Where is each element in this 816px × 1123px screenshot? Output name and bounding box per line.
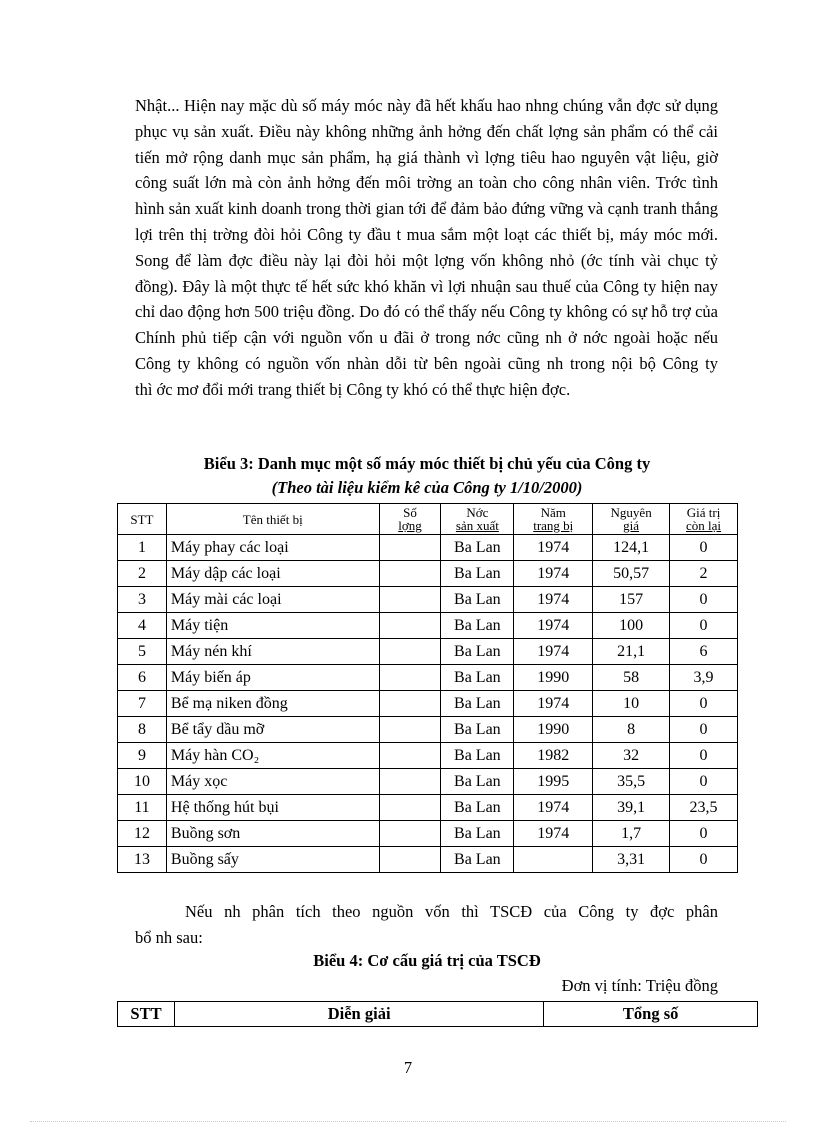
cell-origin: Ba Lan: [441, 639, 514, 665]
equipment-table: [117, 503, 738, 873]
paragraph-line: móc mới. Song để làm đợc điều này lại đòi hỏi một lợng vốn không nhỏ: [135, 224, 719, 270]
cell-year: 1990: [514, 717, 593, 743]
cell-name: Máy dập các loại: [166, 561, 379, 587]
cell-year: 1982: [514, 743, 593, 769]
cell-remaining: 0: [670, 743, 738, 769]
cell-cost: 157: [593, 587, 670, 613]
cell-quantity: [379, 613, 441, 639]
cell-remaining: 0: [670, 769, 738, 795]
page-bottom-divider: [30, 1121, 786, 1122]
cell-origin: Ba Lan: [441, 769, 514, 795]
cell-stt: 1: [118, 535, 167, 561]
cell-cost: 10: [593, 691, 670, 717]
table-row: [118, 561, 738, 587]
cell-quantity: [379, 535, 441, 561]
cell-year: 1974: [514, 613, 593, 639]
cell-remaining: 0: [670, 821, 738, 847]
cell-remaining: 2: [670, 561, 738, 587]
cell-year: 1990: [514, 665, 593, 691]
table-header-row: [118, 504, 738, 535]
paragraph-line: trên thị trờng đòi hỏi Công ty đầu t mua sắm một loạt các thiết bị, máy: [158, 224, 649, 244]
header-cost: Nguyên giá: [593, 504, 670, 535]
paragraph-capital-source: [135, 899, 718, 951]
table4-title: Biểu 4: Cơ cấu giá trị của TSCĐ: [313, 951, 541, 970]
cell-remaining: 0: [670, 691, 738, 717]
cell-quantity: [379, 743, 441, 769]
cell-year: 1974: [514, 639, 593, 665]
cell-stt: 6: [118, 665, 167, 691]
cell-year: 1974: [514, 691, 593, 717]
cell-origin: Ba Lan: [441, 613, 514, 639]
cell-name: Máy mài các loại: [166, 587, 379, 613]
cell-year: [514, 847, 593, 873]
header-origin: Nớc sản xuất: [441, 504, 514, 535]
cell-remaining: 0: [670, 587, 738, 613]
header-year: Năm trang bị: [514, 504, 593, 535]
cell-quantity: [379, 665, 441, 691]
header-description: Diễn giải: [174, 1002, 543, 1027]
table-row: [118, 691, 738, 717]
cell-cost: 58: [593, 665, 670, 691]
cell-year: 1974: [514, 587, 593, 613]
cell-origin: Ba Lan: [441, 847, 514, 873]
cell-name: Buồng sấy: [166, 847, 379, 873]
cell-name: Máy biến áp: [166, 665, 379, 691]
fixed-asset-structure-table: [117, 1001, 758, 1027]
cell-year: 1974: [514, 535, 593, 561]
header-remaining-value: Giá trị còn lại: [670, 504, 738, 535]
cell-year: 1974: [514, 561, 593, 587]
table3-subtitle: (Theo tài liệu kiểm kê của Công ty 1/10/2000): [271, 478, 583, 497]
table-row: [118, 821, 738, 847]
cell-cost: 3,31: [593, 847, 670, 873]
cell-year: 1995: [514, 769, 593, 795]
paragraph-line: không có nguồn vốn nhàn dỗi từ bên ngoài cũng nh trong nội bộ Công ty: [197, 353, 719, 373]
cell-remaining: 0: [670, 613, 738, 639]
cell-stt: 8: [118, 717, 167, 743]
cell-origin: Ba Lan: [441, 717, 514, 743]
cell-remaining: 0: [670, 847, 738, 873]
table-row: [118, 665, 738, 691]
cell-remaining: 0: [670, 535, 738, 561]
paragraph-line: môi trờng an toàn cho công nhân viên. Trớc tình hình sản xuất kinh: [135, 173, 718, 219]
table-row: [118, 769, 738, 795]
cell-remaining: 0: [670, 717, 738, 743]
table-row: [118, 535, 738, 561]
cell-stt: 12: [118, 821, 167, 847]
paragraph-line: doanh trong thời gian tới để đảm bảo đứng vững và cạnh tranh thắng lợi: [135, 199, 718, 244]
cell-remaining: 23,5: [670, 795, 738, 821]
paragraph-line: Nếu nh phân tích theo nguồn vốn thì TSCĐ của Công ty đợc phân: [185, 902, 718, 921]
header-name: Tên thiết bị: [166, 504, 379, 535]
cell-cost: 21,1: [593, 639, 670, 665]
header-stt: STT: [118, 1002, 175, 1027]
table-row: [118, 587, 738, 613]
cell-name: Máy phay các loại: [166, 535, 379, 561]
cell-name: Máy xọc: [166, 769, 379, 795]
cell-name: Máy tiện: [166, 613, 379, 639]
paragraph-line: lợng sản phẩm có thể cải tiến mở rộng danh mục sản phẩm, hạ giá thành vì: [135, 121, 719, 167]
paragraph-line: Nhật... Hiện nay mặc dù số máy móc này đã hết khấu hao nhng chúng vẫn: [135, 96, 632, 115]
cell-name: Bể tẩy dầu mỡ: [166, 717, 379, 743]
cell-cost: 35,5: [593, 769, 670, 795]
cell-year: 1974: [514, 795, 593, 821]
cell-origin: Ba Lan: [441, 795, 514, 821]
cell-remaining: 6: [670, 639, 738, 665]
cell-origin: Ba Lan: [441, 561, 514, 587]
paragraph-line: nhuận sau thuế của Công ty hiện nay chỉ dao động hơn 500 triệu đồng. Do: [135, 276, 719, 322]
cell-quantity: [379, 795, 441, 821]
cell-quantity: [379, 639, 441, 665]
cell-name: Máy hàn CO₂: [166, 743, 379, 769]
cell-cost: 8: [593, 717, 670, 743]
table-row: [118, 743, 738, 769]
cell-stt: 7: [118, 691, 167, 717]
cell-year: 1974: [514, 821, 593, 847]
table-row: [118, 717, 738, 743]
table4-unit: Đơn vị tính: Triệu đồng: [561, 976, 718, 995]
paragraph-line: đó có thể thấy nếu Công ty không có sự hỗ trợ của Chính phủ tiếp cận với: [135, 302, 719, 348]
paragraph-line: lợng tiêu hao nguyên vật liệu, giờ công suất lớn mà còn ảnh hởng đến: [135, 147, 719, 193]
cell-name: Máy nén khí: [166, 639, 379, 665]
paragraph-line: (ớc tính vài chục tỷ đồng). Đây là một thực tế hết sức khó khăn vì lợi: [135, 250, 718, 296]
cell-quantity: [379, 769, 441, 795]
cell-stt: 10: [118, 769, 167, 795]
cell-cost: 124,1: [593, 535, 670, 561]
cell-remaining: 3,9: [670, 665, 738, 691]
cell-stt: 3: [118, 587, 167, 613]
header-total: Tổng số: [544, 1002, 758, 1027]
paragraph-equipment-context: [135, 93, 718, 403]
cell-cost: 100: [593, 613, 670, 639]
cell-origin: Ba Lan: [441, 691, 514, 717]
cell-name: Bể mạ niken đồng: [166, 691, 379, 717]
table-row: [118, 847, 738, 873]
paragraph-line: đợc sử dụng phục vụ sản xuất. Điều này không những ảnh hởng đến chất: [135, 96, 718, 141]
table-row: [118, 795, 738, 821]
paragraph-line: bổ nh sau:: [135, 928, 203, 947]
table3-title: Biểu 3: Danh mục một số máy móc thiết bị chủ yếu của Công ty: [203, 454, 651, 473]
table-row: [118, 639, 738, 665]
cell-quantity: [379, 561, 441, 587]
cell-stt: 2: [118, 561, 167, 587]
cell-origin: Ba Lan: [441, 665, 514, 691]
cell-origin: Ba Lan: [441, 821, 514, 847]
cell-quantity: [379, 587, 441, 613]
cell-quantity: [379, 717, 441, 743]
header-stt: STT: [118, 504, 167, 535]
cell-quantity: [379, 847, 441, 873]
cell-name: Hệ thống hút bụi: [166, 795, 379, 821]
paragraph-line: nguồn vốn u đãi ở trong nớc cũng nh ở nớc ngoài hoặc nếu Công ty: [135, 328, 718, 373]
cell-cost: 32: [593, 743, 670, 769]
cell-origin: Ba Lan: [441, 743, 514, 769]
cell-origin: Ba Lan: [441, 587, 514, 613]
paragraph-line: thì ớc mơ đổi mới trang thiết bị Công ty khó có thể thực hiện đợc.: [135, 379, 571, 399]
cell-quantity: [379, 691, 441, 717]
cell-cost: 1,7: [593, 821, 670, 847]
cell-quantity: [379, 821, 441, 847]
cell-cost: 39,1: [593, 795, 670, 821]
cell-stt: 13: [118, 847, 167, 873]
cell-stt: 4: [118, 613, 167, 639]
table-header-row: [118, 1002, 758, 1027]
cell-name: Buồng sơn: [166, 821, 379, 847]
cell-origin: Ba Lan: [441, 535, 514, 561]
header-quantity: Số lợng: [379, 504, 441, 535]
page-number: 7: [403, 1058, 413, 1077]
cell-cost: 50,57: [593, 561, 670, 587]
table-row: [118, 613, 738, 639]
cell-stt: 11: [118, 795, 167, 821]
cell-stt: 9: [118, 743, 167, 769]
cell-stt: 5: [118, 639, 167, 665]
